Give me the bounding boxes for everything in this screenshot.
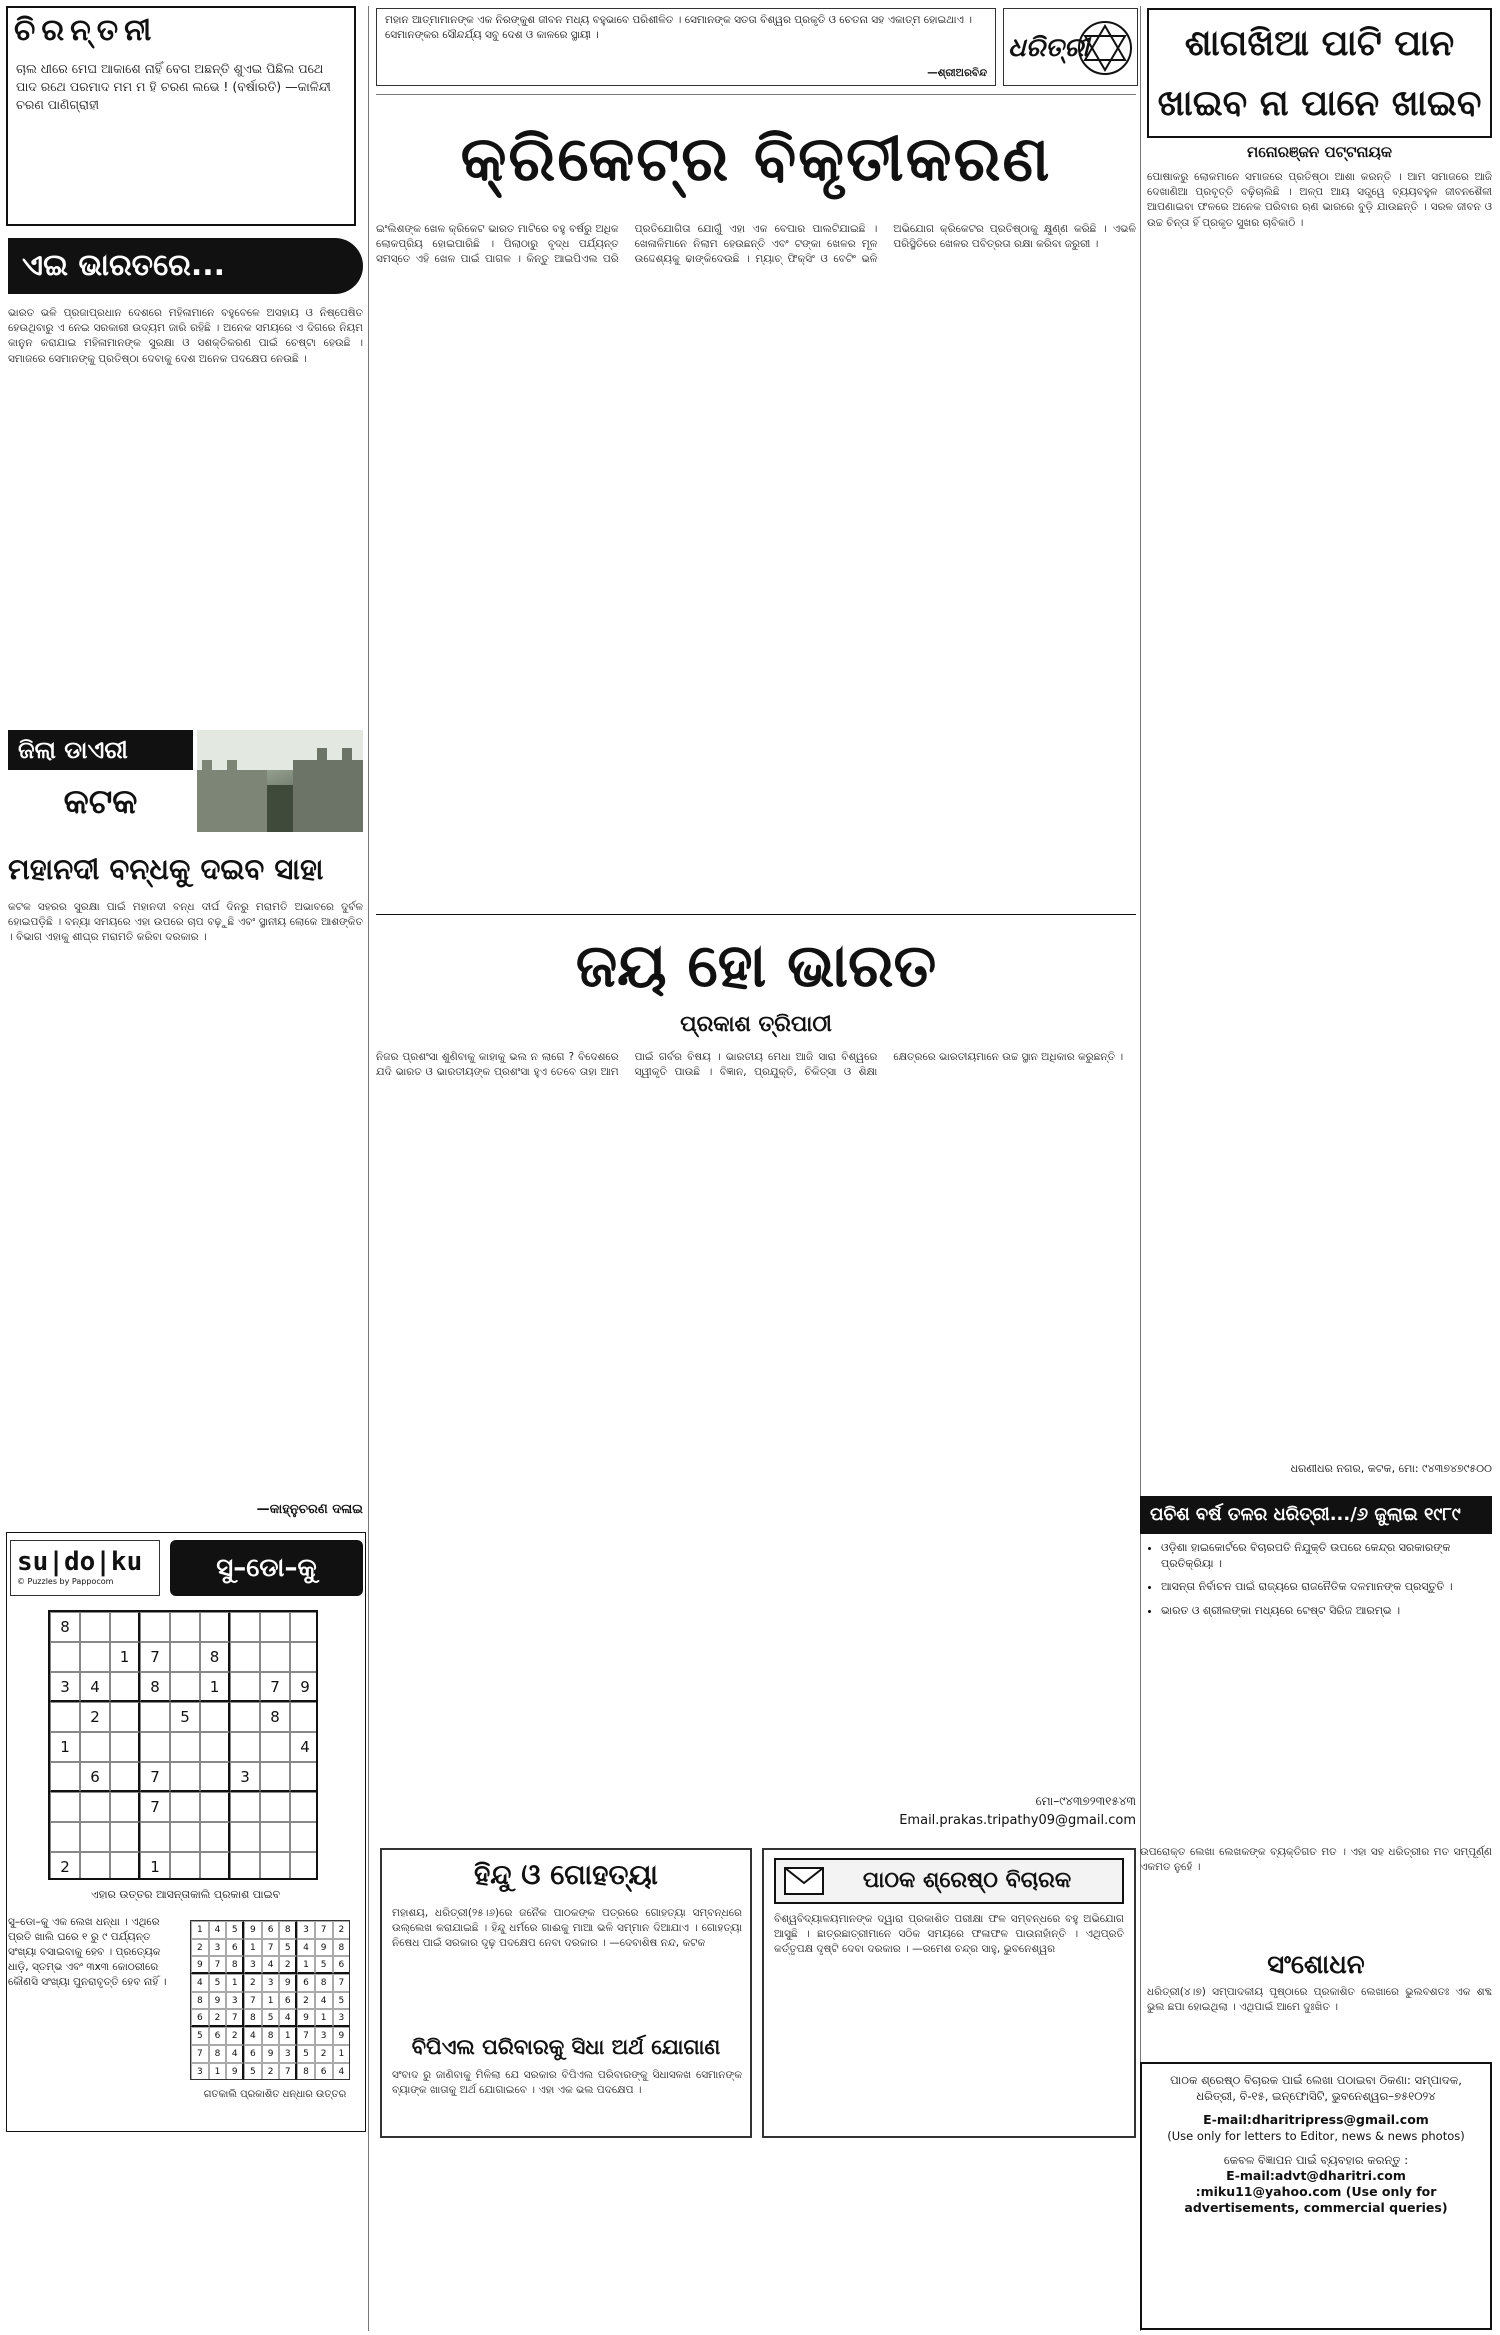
sudoku-solution-cell: 5 <box>315 1956 333 1974</box>
hindu-title: ହିନ୍ଦୁ ଓ ଗୋହତ୍ୟା <box>474 1858 658 1891</box>
pachis-list <box>1147 1540 1492 1840</box>
ei-bharat-body: ଭାରତ ଭଳି ପ୍ରଜାପ୍ରଧାନ ଦେଶରେ ମହିଳାମାନେ ବହୁବେଳେ ଅସହାୟ ଓ ନିଷ୍ପେଷିତ ହେଉଥିବାରୁ ଏ ନେଇ ସରକାରୀ ଉଦ୍ୟମ ଜାରି ରହିଛି । ଅନେକ ସମୟରେ ଏ ଦିଗରେ ନିୟମ କାନୁନ କରାଯାଇ ମହିଳାମାନଙ୍କ ସୁରକ୍ଷା ଓ ସଶକ୍ତିକରଣ ପାଇଁ ଚେଷ୍ଟା ହେଉଛି । ସମାଜରେ ସେମାନଙ୍କୁ ପ୍ରତିଷ୍ଠା ଦେବାକୁ ଦେଶ ଅନେକ ପଦକ୍ଷେପ ନେଉଛି । <box>8 307 363 365</box>
sudoku-solution-cell: 3 <box>297 1921 315 1939</box>
fort-photo <box>197 730 363 832</box>
shaga-headline: ଶାଗଖିଆ ପାଟି ପାନ ଖାଇବ ନା ପାନେ ଖାଇବ <box>1147 8 1492 138</box>
masthead-rule <box>376 94 1136 95</box>
sudoku-cell <box>230 1672 260 1702</box>
sudoku-cell <box>200 1792 230 1822</box>
sudoku-solution-cell: 9 <box>226 2063 244 2081</box>
sudoku-cell <box>230 1852 260 1880</box>
sudoku-title: ସୁ–ଡୋ–କୁ <box>170 1540 363 1596</box>
jay-ho-author: ପ୍ରକାଶ ତ୍ରିପାଠୀ <box>680 1012 832 1037</box>
sudoku-cell: 8 <box>200 1642 230 1672</box>
disclaimer-text: ଉପରୋକ୍ତ ଲେଖା ଲେଖକଙ୍କ ବ୍ୟକ୍ତିଗତ ମତ । ଏହା ସହ ଧରିତ୍ରୀର ମତ ସମ୍ପୂର୍ଣ୍ଣ ଏକମତ ନୁହେଁ । <box>1140 1846 1492 1874</box>
sudoku-cell <box>50 1822 80 1852</box>
sudoku-cell: 7 <box>140 1642 170 1672</box>
sudoku-solution-cell: 3 <box>262 1974 280 1992</box>
sudoku-cell <box>110 1822 140 1852</box>
sudoku-cell <box>170 1672 200 1702</box>
sudoku-solution-cell: 1 <box>226 1974 244 1992</box>
sudoku-cell <box>110 1852 140 1880</box>
cricket-end-rule <box>376 914 1136 915</box>
sudoku-solution-cell: 5 <box>279 1939 297 1957</box>
reader-header-label: ପାଠକ ଶ୍ରେଷ୍ଠ ବିଚାରକ <box>862 1868 1072 1893</box>
sudoku-cell <box>50 1642 80 1672</box>
sudoku-cell <box>290 1762 318 1792</box>
quote-text: ମହାନ ଆତ୍ମାମାନଙ୍କ ଏକ ନିରଙ୍କୁଶ ଜୀବନ ମଧ୍ୟ ବହୁଭାବେ ପରିଶୀଳିତ । ସେମାନଙ୍କ ସତତା ବିଶ୍ୱର ପ୍ରକୃତି ଓ ଚେତନା ସହ ଏକାତ୍ମ ହୋଇଥାଏ । ସେମାନଙ୍କର ସୌନ୍ଦର୍ଯ୍ୟ ସବୁ ଦେଶ ଓ କାଳରେ ସ୍ଥାୟୀ । <box>385 14 972 41</box>
sudoku-cell <box>80 1732 110 1762</box>
sudoku-cell: 1 <box>140 1852 170 1880</box>
mahanadi-author: —କାହ୍ନୁଚରଣ ଦଳାଇ <box>256 1502 363 1517</box>
sudoku-solution-cell: 7 <box>297 2027 315 2045</box>
chirantani-title: ଚିରନ୍ତନୀ <box>14 13 158 48</box>
reader-body: ବିଶ୍ୱବିଦ୍ୟାଳୟମାନଙ୍କ ଦ୍ୱାରା ପ୍ରକାଶିତ ପରୀକ୍ଷା ଫଳ ସମ୍ବନ୍ଧରେ ବହୁ ଅଭିଯୋଗ ଆସୁଛି । ଛାତ୍ରଛାତ୍ରୀମାନେ ସଠିକ ସମୟରେ ଫଳାଫଳ ପାଉନାହାଁନ୍ତି । ଏଥିପ୍ରତି କର୍ତ୍ତୃପକ୍ଷ ଦୃଷ୍ଟି ଦେବା ଦରକାର । —ରମେଶ ଚନ୍ଦ୍ର ସାହୁ, ଭୁବନେଶ୍ୱର <box>774 1913 1124 1956</box>
sudoku-solution-cell: 5 <box>244 2063 262 2081</box>
sudoku-cell <box>140 1702 170 1732</box>
jay-ho-body: ନିଜର ପ୍ରଶଂସା ଶୁଣିବାକୁ କାହାକୁ ଭଲ ନ ଲାଗେ ? ବିଦେଶରେ ଯଦି ଭାରତ ଓ ଭାରତୀୟଙ୍କ ପ୍ରଶଂସା ହୁଏ ତେବେ ତାହା ଆମ ପାଇଁ ଗର୍ବର ବିଷୟ । ଭାରତୀୟ ମେଧା ଆଜି ସାରା ବିଶ୍ୱରେ ସ୍ୱୀକୃତି ପାଉଛି । ବିଜ୍ଞାନ, ପ୍ରଯୁକ୍ତି, ଚିକିତ୍ସା ଓ ଶିକ୍ଷା କ୍ଷେତ୍ରରେ ଭାରତୀୟମାନେ ଉଚ୍ଚ ସ୍ଥାନ ଅଧିକାର କରୁଛନ୍ତି । <box>376 1051 1124 1079</box>
pachis-item: • ଓଡ଼ିଶା ହାଇକୋର୍ଟରେ ବିଚାରପତି ନିଯୁକ୍ତି ଉପରେ କେନ୍ଦ୍ର ସରକାରଙ୍କ ପ୍ରତିକ୍ରିୟା । <box>1161 1540 1492 1571</box>
sudoku-solution-cell: 5 <box>262 2009 280 2027</box>
sudoku-solution-cell: 6 <box>297 1974 315 1992</box>
sudoku-cell <box>50 1762 80 1792</box>
sudoku-solution-cell: 2 <box>297 1992 315 2010</box>
sudoku-solution-cell: 2 <box>262 2063 280 2081</box>
sudoku-cell <box>260 1792 290 1822</box>
sudoku-solution-cell: 1 <box>244 1939 262 1957</box>
samsodhan-title: ସଂଶୋଧନ <box>1267 1950 1365 1980</box>
sudoku-solution-cell: 7 <box>333 1974 351 1992</box>
contact-box <box>1140 2062 1492 2330</box>
sudoku-cell: 8 <box>140 1672 170 1702</box>
sudoku-cell <box>110 1792 140 1822</box>
sudoku-cell <box>80 1642 110 1672</box>
sudoku-cell <box>230 1702 260 1732</box>
sudoku-solution-cell: 3 <box>333 2009 351 2027</box>
sudoku-cell <box>200 1762 230 1792</box>
sudoku-solution-cell: 6 <box>226 1939 244 1957</box>
pachis-item: • ଭାରତ ଓ ଶ୍ରୀଲଙ୍କା ମଧ୍ୟରେ ଟେଷ୍ଟ ସିରିଜ ଆରମ୍ଭ । <box>1161 1603 1492 1619</box>
sudoku-solution-cell: 6 <box>244 2045 262 2063</box>
sudoku-solution-cell: 6 <box>315 2063 333 2081</box>
sudoku-solution-cell: 6 <box>333 1956 351 1974</box>
sudoku-cell: 2 <box>80 1702 110 1732</box>
sudoku-solution-cell: 7 <box>226 2009 244 2027</box>
ads-email[interactable]: E-mail:advt@dharitri.com <box>1226 2168 1406 2183</box>
sudoku-cell: 4 <box>80 1672 110 1702</box>
sudoku-cell <box>290 1612 318 1642</box>
sudoku-solution-cell: 5 <box>297 2045 315 2063</box>
sudoku-solution-cell: 4 <box>262 1956 280 1974</box>
sudoku-solution-cell: 8 <box>315 1974 333 1992</box>
sudoku-cell: 1 <box>110 1642 140 1672</box>
sudoku-solution-cell: 5 <box>209 1974 227 1992</box>
sudoku-cell <box>290 1642 318 1672</box>
sudoku-cell <box>200 1822 230 1852</box>
editor-email[interactable]: E-mail:dharitripress@gmail.com <box>1203 2112 1429 2127</box>
bpl-body: ସଂବାଦ ରୁ ଜାଣିବାକୁ ମିଳିଲା ଯେ ସରକାର ବିପିଏଲ ପରିବାରଙ୍କୁ ସିଧାସଳଖ ସେମାନଙ୍କ ବ୍ୟାଙ୍କ ଖାତାକୁ ଅର୍ଥ ଯୋଗାଇବେ । ଏହା ଏକ ଭଲ ପଦକ୍ଷେପ । <box>392 2069 742 2097</box>
sudoku-solution-cell: 2 <box>333 1921 351 1939</box>
sudoku-cell <box>110 1732 140 1762</box>
sudoku-solution-cell: 9 <box>333 2027 351 2045</box>
sudoku-cell: 7 <box>140 1792 170 1822</box>
sudoku-cell: 3 <box>50 1672 80 1702</box>
cricket-headline: କ୍ରିକେଟ୍‌ର ବିକୃତୀକରଣ <box>460 122 1052 195</box>
editor-email-note: (Use only for letters to Editor, news & news photos) <box>1167 2129 1465 2143</box>
zila-diary-label: ଜିଲା ଡାଏରୀ <box>8 730 193 770</box>
sudoku-solution-cell: 4 <box>209 1921 227 1939</box>
sudoku-solution-cell: 9 <box>279 1974 297 1992</box>
sudoku-cell <box>50 1702 80 1732</box>
hindu-body: ମହାଶୟ, ଧରିତ୍ରୀ(୨୫।୬)ରେ ଜନୈକ ପାଠକଙ୍କ ପତ୍ରରେ ଗୋହତ୍ୟା ସମ୍ବନ୍ଧରେ ଉଲ୍ଲେଖ କରାଯାଇଛି । ହିନ୍ଦୁ ଧର୍ମରେ ଗାଈକୁ ମାଆ ଭଳି ସମ୍ମାନ ଦିଆଯାଏ । ଗୋହତ୍ୟା ନିଷେଧ ପାଇଁ ସରକାର ଦୃଢ଼ ପଦକ୍ଷେପ ନେବା ଦରକାର । —ଦେବାଶିଷ ନନ୍ଦ, କଟକ <box>392 1907 742 1950</box>
shaga-author: ମନୋରଞ୍ଜନ ପଟ୍ଟନାୟକ <box>1247 143 1392 161</box>
contact-intro: ପାଠକ ଶ୍ରେଷ୍ଠ ବିଚାରକ ପାଇଁ ଲେଖା ପଠାଇବା ଠିକଣା: ସମ୍ପାଦକ, ଧରିତ୍ରୀ, ବି-୧୫, ଇନ୍‌ଫୋସିଟି, ଭୁବନେଶ୍ୱର–୭୫୧୦୨୪ <box>1170 2073 1462 2103</box>
mahanadi-body: କଟକ ସହରର ସୁରକ୍ଷା ପାଇଁ ମହାନଦୀ ବନ୍ଧ ଦୀର୍ଘ ଦିନରୁ ମରାମତି ଅଭାବରେ ଦୁର୍ବଳ ହୋଇପଡ଼ିଛି । ବନ୍ୟା ସମୟରେ ଏହା ଉପରେ ଚାପ ବଢ଼ୁଛି ଏବଂ ସ୍ଥାନୀୟ ଲୋକେ ଆଶଙ୍କିତ । ବିଭାଗ ଏହାକୁ ଶୀଘ୍ର ମରାମତି କରିବା ଦରକାର । <box>8 901 363 944</box>
sudoku-solution-cell: 2 <box>191 1939 209 1957</box>
sudoku-cell <box>110 1762 140 1792</box>
sudoku-solution-cell: 1 <box>209 2063 227 2081</box>
sudoku-cell: 6 <box>80 1762 110 1792</box>
sudoku-solution-cell: 4 <box>279 2009 297 2027</box>
sudoku-cell: 9 <box>290 1672 318 1702</box>
sudoku-solution-cell: 1 <box>315 2009 333 2027</box>
sudoku-solution-cell: 9 <box>262 2045 280 2063</box>
sudoku-cell <box>170 1642 200 1672</box>
sudoku-solution-cell: 2 <box>315 2045 333 2063</box>
sudoku-cell <box>110 1612 140 1642</box>
sudoku-cell <box>170 1732 200 1762</box>
sudoku-cell: 1 <box>50 1732 80 1762</box>
sudoku-solution-cell: 7 <box>262 1939 280 1957</box>
quote-author: —ଶ୍ରୀଅରବିନ୍ଦ <box>927 67 987 79</box>
sudoku-solution-cell: 1 <box>262 1992 280 2010</box>
sudoku-cell <box>290 1822 318 1852</box>
sudoku-copyright: © Puzzles by Pappocom <box>17 1577 114 1586</box>
sudoku-grid <box>48 1610 318 1880</box>
sudoku-cell <box>260 1732 290 1762</box>
sudoku-cell <box>230 1822 260 1852</box>
paper-name: ଧରିତ୍ରୀ <box>1008 33 1090 63</box>
sudoku-cell <box>290 1792 318 1822</box>
sudoku-solution-cell: 3 <box>279 2045 297 2063</box>
sudoku-solution-cell: 3 <box>209 1939 227 1957</box>
sudoku-solution-cell: 9 <box>315 1939 333 1957</box>
sudoku-solution-cell: 8 <box>244 2009 262 2027</box>
sudoku-solution-cell: 3 <box>191 2063 209 2081</box>
sudoku-solution-cell: 4 <box>315 1992 333 2010</box>
sudoku-solution-cell: 9 <box>244 1921 262 1939</box>
sudoku-cell <box>230 1612 260 1642</box>
jay-ho-email: Email.prakas.tripathy09@gmail.com <box>899 1813 1136 1828</box>
pachis-banner: ପଚିଶ ବର୍ଷ ତଳର ଧରିତ୍ରୀ.../୬ ଜୁଲାଇ ୧୯୮୯ <box>1140 1496 1492 1534</box>
sudoku-cell <box>80 1822 110 1852</box>
sudoku-solution-cell: 7 <box>244 1992 262 2010</box>
dharitri-logo <box>1003 8 1138 86</box>
quote-box <box>376 8 996 86</box>
cricket-body: ଇଂଲିଶଙ୍କ ଖେଳ କ୍ରିକେଟ ଭାରତ ମାଟିରେ ବହୁ ବର୍ଷରୁ ଅଧିକ ଲୋକପ୍ରିୟ ହୋଇପାରିଛି । ପିଲାଠାରୁ ବୃଦ୍ଧ ପର୍ଯ୍ୟନ୍ତ ସମସ୍ତେ ଏହି ଖେଳ ପାଇଁ ପାଗଳ । କିନ୍ତୁ ଆଇପିଏଲ ପରି ପ୍ରତିଯୋଗିତା ଯୋଗୁଁ ଏହା ଏକ ବେପାର ପାଲଟିଯାଇଛି । ଖେଳାଳିମାନେ ନିଲାମ ହେଉଛନ୍ତି ଏବଂ ଟଙ୍କା ଖେଳର ମୂଳ ଉଦ୍ଦେଶ୍ୟକୁ ଢାଙ୍କିଦେଉଛି । ମ୍ୟାଚ୍ ଫିକ୍ସିଂ ଓ ବେଟିଂ ଭଳି ଅଭିଯୋଗ କ୍ରିକେଟର ପ୍ରତିଷ୍ଠାକୁ କ୍ଷୁଣ୍ଣ କରିଛି । ଏଭଳି ପରିସ୍ଥିତିରେ ଖେଳର ପବିତ୍ରତା ରକ୍ଷା କରିବା ଜରୁରୀ । <box>376 223 1136 266</box>
sudoku-cell <box>80 1612 110 1642</box>
sudoku-solution-cell: 1 <box>279 2027 297 2045</box>
sudoku-solution-cell: 7 <box>191 2045 209 2063</box>
sudoku-solution-cell: 8 <box>209 2045 227 2063</box>
sudoku-cell: 3 <box>230 1762 260 1792</box>
mahanadi-title: ମହାନଦୀ ବନ୍ଧକୁ ଦଇବ ସାହା <box>8 852 324 886</box>
sudoku-cell <box>170 1612 200 1642</box>
sudoku-cell <box>260 1642 290 1672</box>
fort-illustration <box>197 730 363 832</box>
sudoku-solution-cell: 9 <box>209 1992 227 2010</box>
sudoku-cell <box>170 1852 200 1880</box>
sudoku-solution-cell: 2 <box>279 1956 297 1974</box>
sudoku-cell <box>230 1792 260 1822</box>
sudoku-solution-cell: 3 <box>315 2027 333 2045</box>
sudoku-cell: 1 <box>200 1672 230 1702</box>
sudoku-solution-cell: 8 <box>297 2063 315 2081</box>
sudoku-solution-cell: 8 <box>226 1956 244 1974</box>
reader-header <box>774 1858 1124 1904</box>
sudoku-cell: 2 <box>50 1852 80 1880</box>
sudoku-cell <box>260 1612 290 1642</box>
jay-ho-contact: ମୋ–୯୪୩୭୨୩୧୫୪୩ <box>1035 1794 1136 1808</box>
sudoku-solution-cell: 9 <box>297 2009 315 2027</box>
sudoku-cell <box>170 1822 200 1852</box>
sudoku-solution-cell: 6 <box>262 1921 280 1939</box>
shaga-body: ପୋଷାକରୁ ଲୋକମାନେ ସମାଜରେ ପ୍ରତିଷ୍ଠା ଆଶା କରନ୍ତି । ଆମ ସମାଜରେ ଆଜି ଦେଖାଣିଆ ପ୍ରବୃତ୍ତି ବଢ଼ିଚାଲିଛି । ଅଳ୍ପ ଆୟ ସତ୍ତ୍ୱେ ବ୍ୟୟବହୁଳ ଜୀବନଶୈଳୀ ଆପଣାଇବା ଫଳରେ ଅନେକ ପରିବାର ଋଣ ଭାରରେ ବୁଡ଼ି ଯାଉଛନ୍ତି । ସରଳ ଜୀବନ ଓ ଉଚ୍ଚ ଚିନ୍ତା ହିଁ ପ୍ରକୃତ ସୁଖର ଚାବିକାଠି । <box>1147 171 1492 229</box>
sudoku-solution-cell: 1 <box>191 1921 209 1939</box>
zila-place: କଟକ <box>63 782 138 822</box>
sudoku-cell <box>110 1672 140 1702</box>
sudoku-solution-cell: 7 <box>315 1921 333 1939</box>
sudoku-solution-cell: 1 <box>297 1956 315 1974</box>
sudoku-cell: 7 <box>260 1672 290 1702</box>
sudoku-cell <box>140 1822 170 1852</box>
sudoku-solution-cell: 5 <box>226 1921 244 1939</box>
sudoku-solution-cell: 8 <box>262 2027 280 2045</box>
sudoku-cell <box>290 1852 318 1880</box>
sudoku-cell <box>80 1792 110 1822</box>
pachis-item: • ଆସନ୍ତା ନିର୍ବାଚନ ପାଇଁ ରାଜ୍ୟରେ ରାଜନୈତିକ ଦଳମାନଙ୍କ ପ୍ରସ୍ତୁତି । <box>1161 1579 1492 1595</box>
sudoku-cell <box>230 1732 260 1762</box>
sudoku-solution-cell: 2 <box>209 2009 227 2027</box>
sudoku-solution-cell: 1 <box>333 2045 351 2063</box>
sudoku-cell: 4 <box>290 1732 318 1762</box>
sudoku-cell <box>110 1702 140 1732</box>
sudoku-cell <box>200 1702 230 1732</box>
sudoku-solution-cell: 3 <box>226 1992 244 2010</box>
sudoku-solution-cell: 4 <box>244 2027 262 2045</box>
sudoku-solution-cell: 8 <box>191 1992 209 2010</box>
sudoku-solution-cell: 6 <box>279 1992 297 2010</box>
samsodhan-body: ଧରିତ୍ରୀ(୪।୭) ସମ୍ପାଦକୀୟ ପୃଷ୍ଠାରେ ପ୍ରକାଶିତ ଲେଖାରେ ଭୁଲବଶତଃ ଏକ ଶବ୍ଦ ଭୁଲ ଛପା ହୋଇଥିଲା । ଏଥିପାଇଁ ଆମେ ଦୁଃଖିତ । <box>1147 1986 1492 2014</box>
sudoku-solution-grid <box>190 1920 350 2080</box>
sudoku-cell <box>260 1762 290 1792</box>
sudoku-solution-cell: 4 <box>191 1974 209 1992</box>
jay-ho-headline: ଜୟ ହୋ ଭାରତ <box>575 931 937 1001</box>
sudoku-cell <box>200 1612 230 1642</box>
ad-intro: କେବଳ ବିଜ୍ଞାପନ ପାଇଁ ବ୍ୟବହାର କରନ୍ତୁ : <box>1223 2153 1409 2167</box>
sudoku-cell <box>260 1852 290 1880</box>
sudoku-rules: ସୁ–ଡୋ–କୁ ଏକ ଲେଖ ଧନ୍ଧା । ଏଥିରେ ପ୍ରତି ଖାଲି ଘରେ ୧ ରୁ ୯ ପର୍ଯ୍ୟନ୍ତ ସଂଖ୍ୟା ବସାଇବାକୁ ହେବ । ପ୍ରତ୍ୟେକ ଧାଡ଼ି, ସ୍ତମ୍ଭ ଏବଂ ୩x୩ କୋଠରୀରେ କୌଣସି ସଂଖ୍ୟା ପୁନରାବୃତ୍ତି ହେବ ନାହିଁ । <box>8 1916 167 1988</box>
sudoku-solution-cell: 2 <box>244 1974 262 1992</box>
sudoku-solution-cell: 7 <box>209 1956 227 1974</box>
sudoku-solution-cell: 2 <box>226 2027 244 2045</box>
sudoku-caption: ଏହାର ଉତ୍ତର ଆସନ୍ତାକାଲି ପ୍ରକାଶ ପାଇବ <box>90 1888 281 1901</box>
sudoku-cell: 7 <box>140 1762 170 1792</box>
sudoku-solution-cell: 4 <box>226 2045 244 2063</box>
sudoku-solution-cell: 4 <box>297 1939 315 1957</box>
envelope-icon <box>784 1867 824 1895</box>
chirantani-poem: ଚାଲ ଧୀରେ ମେଘ ଆକାଶେ ନାହିଁ ବେଗ ଅଛନ୍ତି ଶୁଏଇ ପିଛିଲ ପଥେ ପାଦ ରଥେ ପରମାଦ ମମ ମ ହି ଚରଣ ଲଭେ ! (ବର୍ଷାରତି) —କାଳିନ୍ଦୀ ଚରଣ ପାଣିଗ୍ରାହୀ <box>16 61 331 112</box>
sudoku-solution-cell: 6 <box>209 2027 227 2045</box>
sudoku-cell <box>140 1732 170 1762</box>
sudoku-solution-cell: 6 <box>191 2009 209 2027</box>
ads-email-secondary[interactable]: :miku11@yahoo.com (Use only for advertisements, commercial queries) <box>1184 2184 1448 2215</box>
sudoku-cell <box>170 1792 200 1822</box>
sudoku-solution-cell: 8 <box>333 1939 351 1957</box>
sudoku-solution-cell: 4 <box>333 2063 351 2081</box>
sudoku-solution-cell: 5 <box>191 2027 209 2045</box>
sudoku-cell <box>80 1852 110 1880</box>
sudoku-solution-cell: 9 <box>191 1956 209 1974</box>
sudoku-cell <box>230 1642 260 1672</box>
shaga-footer: ଧରଣୀଧର ନଗର, କଟକ, ମୋ: ୯୪୩୭୪୭୯୫୦୦ <box>1290 1462 1492 1475</box>
sudoku-cell <box>200 1732 230 1762</box>
sudoku-logo-text: su|do|ku <box>17 1547 143 1577</box>
sudoku-cell <box>290 1702 318 1732</box>
sudoku-cell <box>200 1852 230 1880</box>
sudoku-solution-cell: 3 <box>244 1956 262 1974</box>
sudoku-cell: 8 <box>260 1702 290 1732</box>
sudoku-cell <box>140 1612 170 1642</box>
star-emblem-icon <box>1077 20 1133 76</box>
sudoku-cell: 5 <box>170 1702 200 1732</box>
sudoku-cell <box>170 1762 200 1792</box>
sudoku-solution-cell: 7 <box>279 2063 297 2081</box>
ei-bharat-banner: ଏଇ ଭାରତରେ... <box>8 238 363 294</box>
column-divider-left <box>368 6 369 2331</box>
sudoku-logo <box>10 1540 160 1596</box>
sudoku-solution-cell: 8 <box>279 1921 297 1939</box>
sudoku-solution-caption: ଗତକାଲି ପ୍ରକାଶିତ ଧନ୍ଧାର ଉତ୍ତର <box>203 2089 347 2100</box>
sudoku-cell: 8 <box>50 1612 80 1642</box>
sudoku-cell <box>50 1792 80 1822</box>
bpl-title: ବିପିଏଲ ପରିବାରକୁ ସିଧା ଅର୍ଥ ଯୋଗାଣ <box>411 2035 721 2059</box>
sudoku-cell <box>260 1822 290 1852</box>
sudoku-solution-cell: 5 <box>333 1992 351 2010</box>
